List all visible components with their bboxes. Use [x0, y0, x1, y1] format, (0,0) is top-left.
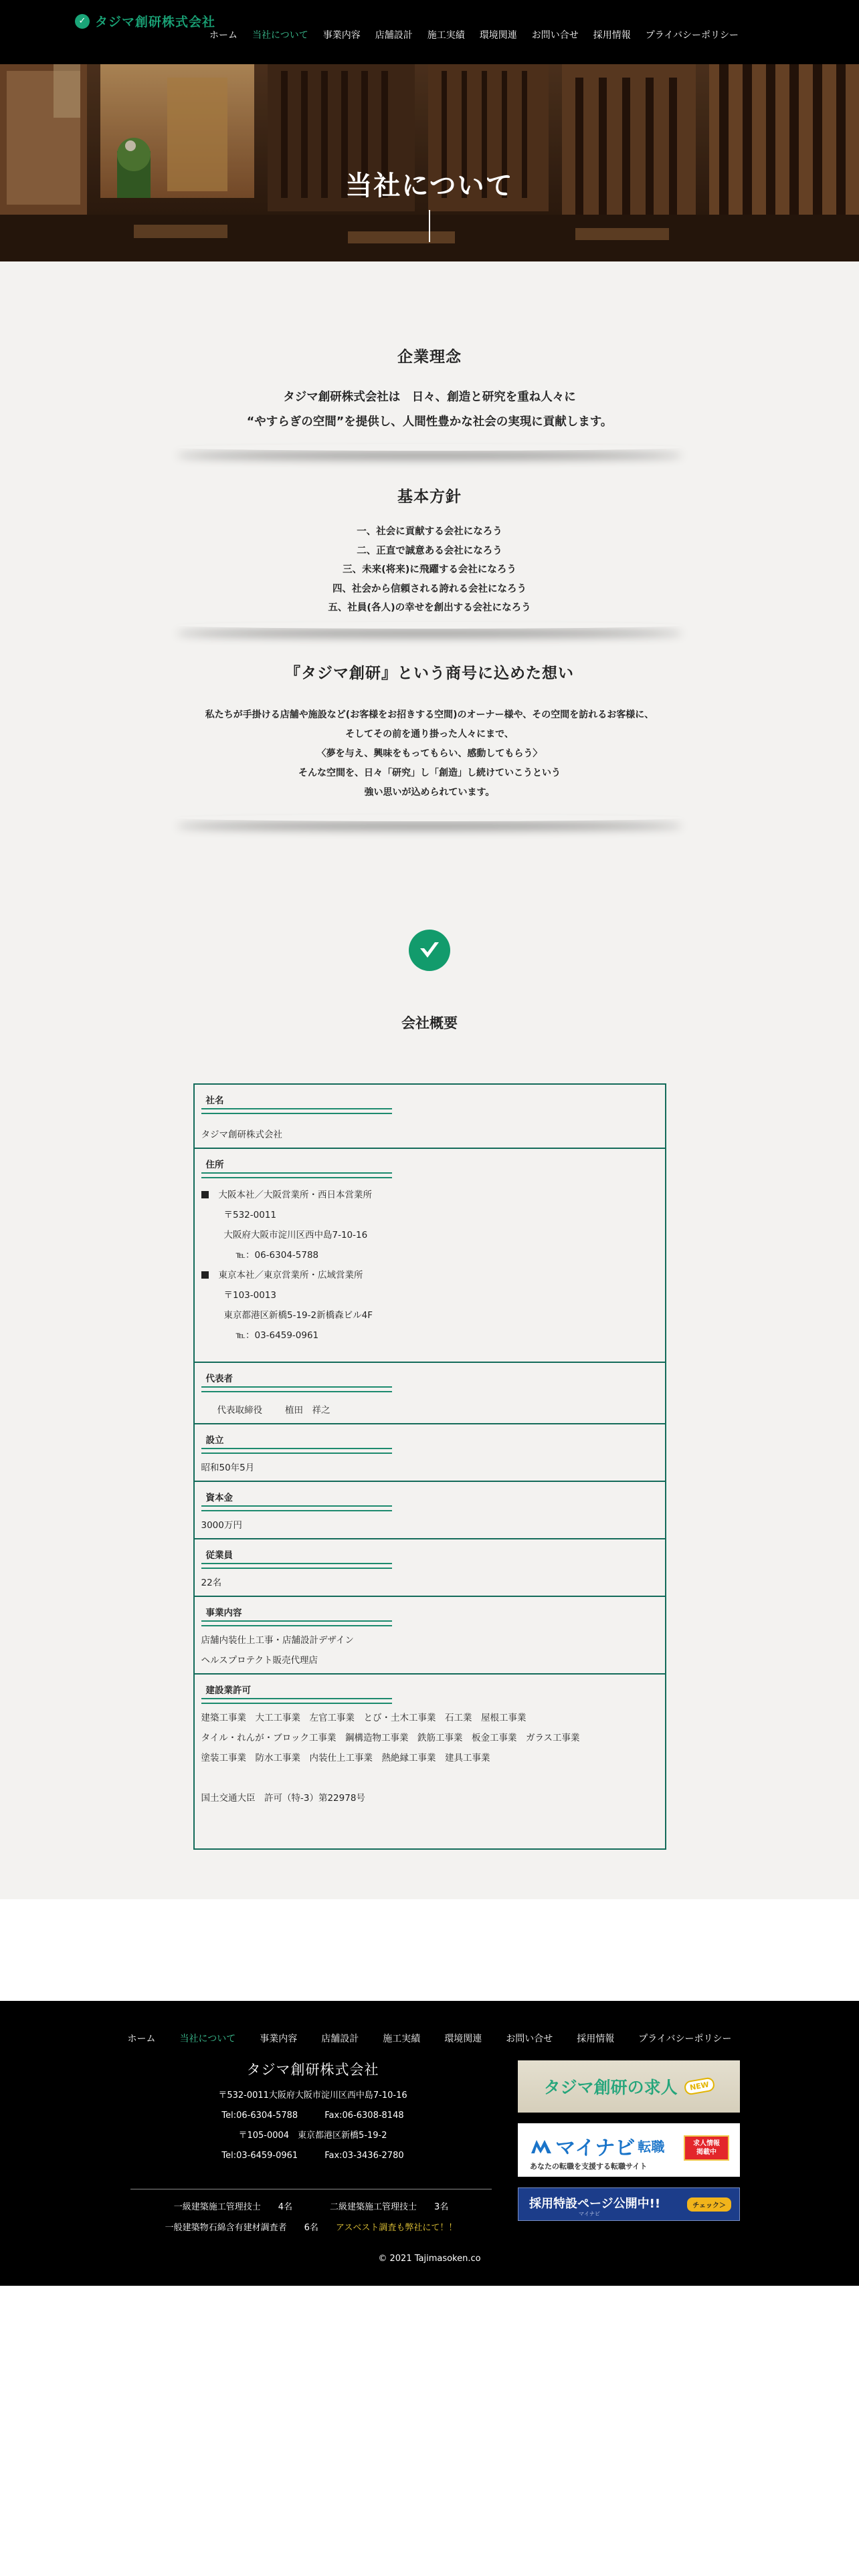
global-nav — [202, 28, 746, 41]
policy-item: 五、社員(各人)の幸せを創出する会社になろう — [328, 603, 531, 613]
footer-nav-item[interactable]: 環境関連 — [444, 2033, 482, 2044]
special-banner-text: 採用特設ページ公開中!! — [529, 2196, 661, 2211]
thoughts-line: 〈夢を与え、興味をもってもらい、感動してもらう〉 — [316, 748, 543, 759]
qual-count: 6名 — [304, 2222, 318, 2233]
badge-wrap — [0, 930, 859, 971]
osaka-office: 大阪本社／大阪営業所・西日本営業所 — [218, 1189, 372, 1200]
mynavi-main: マイナビ — [555, 2137, 636, 2159]
overview-row-company-name — [195, 1085, 665, 1149]
page-bottom-space — [0, 2286, 859, 2549]
row-label: 設立 — [201, 1432, 392, 1450]
thoughts-title: 『タジマ創研』という商号に込めた想い — [285, 664, 574, 682]
business-line: ヘルスプロテクト販売代理店 — [201, 1654, 318, 1666]
overview-row-license — [195, 1675, 665, 1850]
site-header — [0, 0, 859, 64]
thoughts-text — [122, 706, 737, 802]
policy-list — [122, 522, 737, 618]
qualifications — [130, 2197, 492, 2238]
row-label: 住所 — [201, 1157, 392, 1174]
philosophy-line-2: “やすらぎの空間”を提供し、人間性豊かな社会の実現に貢献します。 — [246, 415, 613, 429]
qualification-row — [130, 2197, 492, 2218]
footer-tokyo-address: 〒105-0004 東京都港区新橋5-19-2 — [238, 2130, 387, 2141]
overview-title: 会社概要 — [401, 1014, 458, 1031]
footer-nav-item[interactable]: プライバシーポリシー — [638, 2033, 732, 2044]
footer-osaka-tel: Tel:06-6304-5788 — [221, 2110, 298, 2121]
overview-row-business — [195, 1597, 665, 1675]
footer-company-name: タジマ創研株式会社 — [246, 2061, 379, 2078]
nav-item[interactable]: 採用情報 — [593, 30, 631, 41]
footer-nav-item[interactable]: 事業内容 — [260, 2033, 298, 2044]
recruit-banner[interactable] — [518, 2060, 740, 2113]
check-logo-icon: ✓ — [75, 14, 90, 29]
footer-nav-item[interactable]: 当社について — [179, 2033, 236, 2044]
qual-label: 一級建築施工管理技士 — [173, 2202, 261, 2212]
license-line: 塗装工事業 防水工事業 内装仕上工事業 熱絶縁工事業 建具工事業 — [201, 1752, 490, 1763]
footer-osaka-fax: Fax:06-6308-8148 — [324, 2110, 404, 2121]
logo-text: タジマ創研株式会社 — [95, 15, 216, 29]
thoughts-line: 私たちが手掛ける店舗や施設など(お客様をお招きする空間)のオーナー様や、その空間を訪れるお客様に、 — [205, 709, 654, 720]
policy-section — [122, 484, 737, 618]
footer-tokyo-contact — [134, 2146, 492, 2166]
company-overview-table — [193, 1083, 666, 1850]
nav-item[interactable]: 施工実績 — [427, 30, 465, 41]
footer-osaka-contact — [134, 2106, 492, 2126]
overview-row-capital — [195, 1482, 665, 1539]
tokyo-office: 東京本社／東京営業所・広域営業所 — [218, 1269, 363, 1281]
site-footer — [0, 2001, 859, 2286]
nav-item[interactable]: 事業内容 — [322, 30, 361, 41]
row-label: 社名 — [201, 1093, 392, 1110]
shadow-divider — [128, 623, 731, 642]
nav-item[interactable]: お問い合せ — [531, 30, 579, 41]
special-banner-sub: マイナビ — [579, 2210, 600, 2217]
license-line: 国土交通大臣 許可（特-3）第22978号 — [201, 1792, 365, 1804]
qual-label: 一般建築物石綿含有建材調査者 — [165, 2222, 287, 2233]
mynavi-badge-line: 掲載中 — [696, 2148, 717, 2156]
special-recruit-banner[interactable] — [518, 2187, 740, 2221]
mynavi-banner[interactable] — [518, 2123, 740, 2177]
thoughts-line: そんな空間を、日々「研究」し「創造」し続けていこうという — [298, 767, 561, 778]
address-value — [201, 1174, 658, 1362]
osaka-zip: 〒532-0011 — [223, 1209, 276, 1220]
shadow-divider — [128, 445, 731, 464]
qual-count: 3名 — [434, 2202, 449, 2212]
policy-item: 一、社会に貢献する会社になろう — [357, 526, 502, 537]
policy-title: 基本方針 — [397, 488, 462, 506]
new-badge: NEW — [683, 2076, 715, 2095]
overview-row-founded — [195, 1424, 665, 1482]
overview-row-representative — [195, 1363, 665, 1424]
footer-osaka-address: 〒532-0011大阪府大阪市淀川区西中島7-10-16 — [218, 2090, 407, 2101]
spacer — [0, 1899, 859, 2001]
policy-item: 三、未来(将来)に飛躍する会社になろう — [343, 564, 516, 575]
license-value — [201, 1700, 658, 1848]
checkmark-icon — [418, 940, 441, 960]
mynavi-badge-line: 求人情報 — [693, 2139, 720, 2147]
philosophy-title: 企業理念 — [397, 348, 462, 366]
employees-value: 22名 — [201, 1577, 222, 1588]
policy-item: 四、社会から信頼される誇れる会社になろう — [332, 583, 527, 595]
row-label: 代表者 — [201, 1371, 392, 1388]
osaka-tel: ℡：06-6304-5788 — [235, 1249, 319, 1261]
capital-value: 3000万円 — [201, 1519, 242, 1531]
business-value — [201, 1622, 658, 1673]
footer-nav-item[interactable]: 採用情報 — [577, 2033, 615, 2044]
company-name-value: タジマ創研株式会社 — [201, 1129, 282, 1140]
footer-nav-item[interactable]: お問い合せ — [506, 2033, 553, 2044]
overview-row-address — [195, 1149, 665, 1363]
founded-value: 昭和50年5月 — [201, 1462, 255, 1473]
check-button: チェック＞ — [687, 2197, 731, 2212]
footer-company-info — [134, 2059, 492, 2166]
license-line: タイル・れんが・ブロック工事業 鋼構造物工事業 鉄筋工事業 板金工事業 ガラス工事業 — [201, 1732, 580, 1743]
thoughts-line: そしてその前を通り掛った人々にまで、 — [345, 728, 514, 740]
bullet-icon — [201, 1191, 209, 1198]
rep-name: 植田 祥之 — [285, 1404, 330, 1416]
row-label: 建設業許可 — [201, 1683, 392, 1700]
asbestos-link[interactable]: アスベスト調査も弊社にて！！ — [335, 2222, 458, 2233]
rep-title: 代表取締役 — [217, 1404, 262, 1416]
row-label: 従業員 — [201, 1547, 392, 1565]
license-line: 建築工事業 大工工事業 左官工事業 とび・土木工事業 石工業 屋根工事業 — [201, 1712, 527, 1723]
thoughts-section — [122, 661, 737, 802]
mynavi-badge — [684, 2135, 729, 2161]
nav-item[interactable]: 環境関連 — [479, 30, 517, 41]
footer-nav-item[interactable]: ホーム — [127, 2033, 156, 2044]
footer-address-block — [134, 2086, 492, 2166]
check-badge-icon — [409, 930, 450, 971]
policy-item: 二、正直で誠意ある会社になろう — [357, 545, 502, 556]
mynavi-mark-icon — [530, 2137, 553, 2155]
osaka-address: 大阪府大阪市淀川区西中島7-10-16 — [223, 1229, 368, 1241]
philosophy-line-1: タジマ創研株式会社は 日々、創造と研究を重ね人々に — [283, 391, 576, 404]
philosophy-text — [122, 385, 737, 435]
overview-row-employees — [195, 1539, 665, 1597]
qualification-row — [130, 2218, 492, 2238]
mynavi-logo — [530, 2131, 664, 2161]
footer-nav-item[interactable]: 店舗設計 — [321, 2033, 359, 2044]
main-content — [0, 261, 859, 1899]
representative-value — [201, 1388, 658, 1423]
site-logo[interactable] — [75, 12, 215, 30]
nav-item[interactable]: 当社について — [252, 30, 308, 41]
tokyo-zip: 〒103-0013 — [223, 1289, 276, 1301]
footer-nav-item[interactable]: 施工実績 — [383, 2033, 421, 2044]
footer-tokyo-tel: Tel:03-6459-0961 — [221, 2150, 298, 2161]
business-line: 店舗内装仕上工事・店舗設計デザイン — [201, 1634, 355, 1646]
footer-tokyo-fax: Fax:03-3436-2780 — [324, 2150, 404, 2161]
mynavi-tagline: あなたの転職を支援する転職サイト — [530, 2161, 648, 2171]
nav-item[interactable]: ホーム — [209, 30, 237, 41]
page-title: 当社について — [345, 171, 514, 201]
tokyo-address: 東京都港区新橋5-19-2新橋森ビル4F — [223, 1309, 373, 1321]
nav-item[interactable]: プライバシーポリシー — [645, 30, 739, 41]
row-label: 事業内容 — [201, 1605, 392, 1622]
thoughts-line: 強い思いが込められています。 — [364, 786, 495, 798]
bullet-icon — [201, 1271, 209, 1279]
recruit-banner-text: タジマ創研の求人 — [543, 2077, 678, 2097]
hero-banner — [0, 64, 859, 261]
hero-divider-line — [429, 210, 430, 242]
mynavi-sub: 転職 — [638, 2139, 665, 2155]
shadow-divider — [128, 816, 731, 835]
tokyo-tel: ℡：03-6459-0961 — [235, 1329, 319, 1341]
row-label: 資本金 — [201, 1490, 392, 1507]
nav-item[interactable]: 店舗設計 — [375, 30, 413, 41]
footer-nav — [0, 2032, 859, 2045]
philosophy-section — [122, 344, 737, 435]
qual-label: 二級建築施工管理技士 — [330, 2202, 417, 2212]
qual-count: 4名 — [278, 2202, 292, 2212]
copyright: © 2021 Tajimasoken.co — [378, 2253, 481, 2264]
